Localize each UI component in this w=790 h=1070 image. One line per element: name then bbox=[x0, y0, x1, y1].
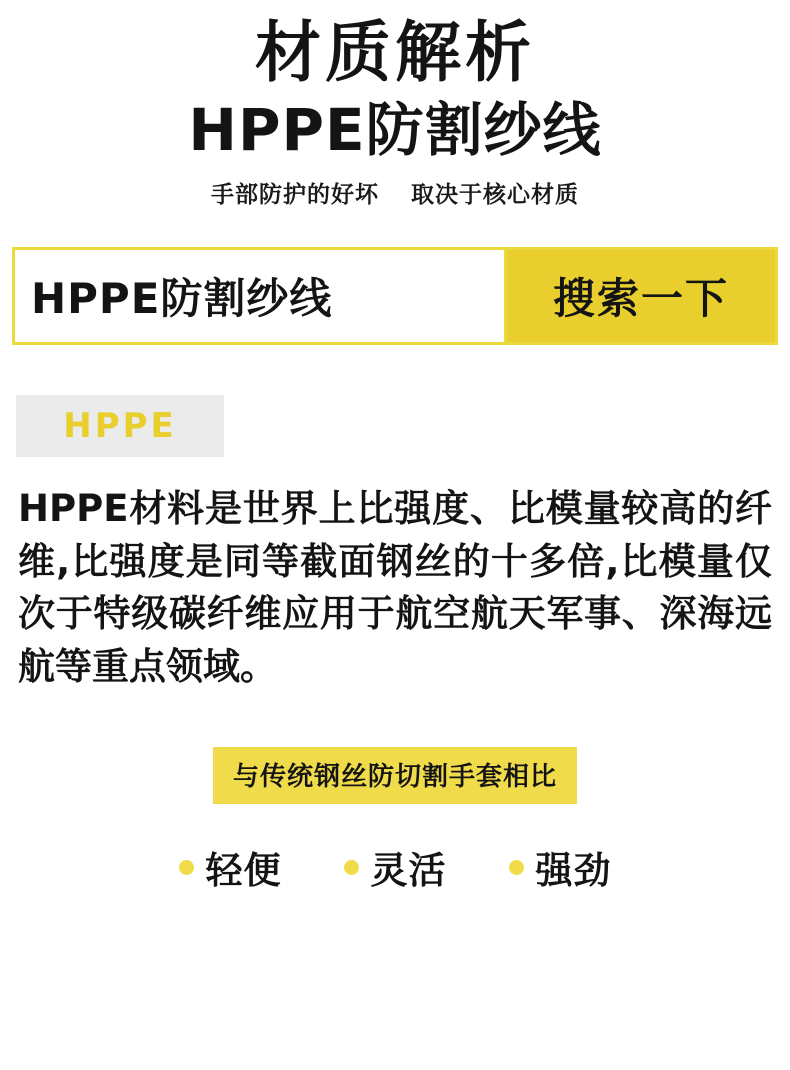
page-title: 材质解析 bbox=[255, 14, 535, 91]
feature-list bbox=[0, 840, 790, 894]
tagline-right: 取决于核心材质 bbox=[411, 181, 580, 208]
feature-label: 灵活 bbox=[370, 849, 447, 893]
search-button[interactable]: 搜索一下 bbox=[507, 250, 775, 342]
compare-banner-wrap bbox=[0, 747, 790, 804]
bullet-dot-icon bbox=[179, 860, 194, 875]
feature-label: 轻便 bbox=[205, 849, 282, 893]
material-chip-label: HPPE bbox=[63, 405, 177, 446]
material-chip bbox=[16, 395, 224, 457]
compare-banner: 与传统钢丝防切割手套相比 bbox=[213, 747, 577, 804]
list-item bbox=[344, 840, 447, 894]
list-item bbox=[509, 840, 612, 894]
search-bar[interactable] bbox=[12, 247, 778, 345]
bullet-dot-icon bbox=[344, 860, 359, 875]
search-input[interactable]: HPPE防割纱线 bbox=[15, 250, 507, 342]
feature-label: 强劲 bbox=[535, 849, 612, 893]
header bbox=[0, 0, 790, 209]
page-subtitle: HPPE防割纱线 bbox=[188, 96, 602, 165]
bullet-dot-icon bbox=[509, 860, 524, 875]
list-item bbox=[179, 840, 282, 894]
tagline bbox=[0, 176, 790, 209]
tagline-left: 手部防护的好坏 bbox=[210, 181, 379, 208]
material-description: HPPE材料是世界上比强度、比模量较高的纤维,比强度是同等截面钢丝的十多倍,比模量仅次于特级碳纤维应用于航空航天军事、深海远航等重点领域。 bbox=[18, 486, 772, 688]
